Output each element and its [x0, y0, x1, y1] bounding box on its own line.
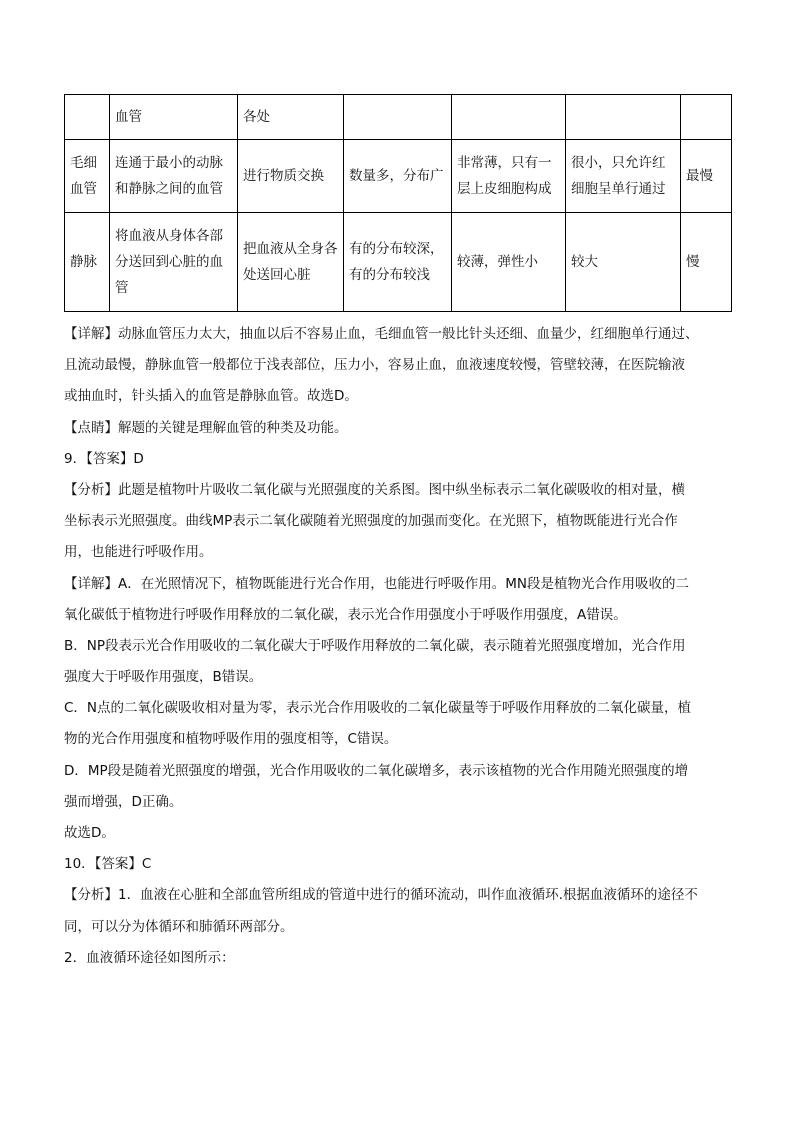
table-cell: 较大 — [566, 213, 681, 312]
text-line: 同，可以分为体循环和肺循环两部分。 — [64, 918, 294, 935]
text-line: 2．血液循环途径如图所示： — [64, 949, 235, 966]
table-cell: 将血液从身体各部分送回到心脏的血管 — [110, 213, 238, 312]
answer-explanation-text — [64, 319, 732, 974]
text-line: 且流动最慢，静脉血管一般都位于浅表部位，压力小，容易止血，血液速度较慢，管壁较薄，在医院输液 — [64, 357, 685, 374]
table-cell — [452, 95, 566, 140]
text-line: 【分析】1．血液在心脏和全部血管所组成的管道中进行的循环流动，叫作血液循环.根据血液循环的途径不 — [64, 887, 698, 904]
text-line: 强度大于呼吸作用强度，B错误。 — [64, 669, 263, 686]
table-cell — [681, 95, 732, 140]
table-cell: 慢 — [681, 213, 732, 312]
table-row — [65, 213, 732, 312]
table-cell: 把血液从全身各处送回心脏 — [238, 213, 344, 312]
text-line: 用，也能进行呼吸作用。 — [64, 544, 213, 561]
table-cell: 非常薄，只有一层上皮细胞构成 — [452, 140, 566, 213]
text-line: 【分析】此题是植物叶片吸收二氧化碳与光照强度的关系图。图中纵坐标表示二氧化碳吸收的相对量，横 — [64, 481, 685, 498]
table-cell: 最慢 — [681, 140, 732, 213]
text-line: 9．【答案】D — [64, 450, 144, 467]
text-line: B．NP段表示光合作用吸收的二氧化碳大于呼吸作用释放的二氧化碳，表示随着光照强度增加，光合作用 — [64, 637, 686, 654]
text-line: C．N点的二氧化碳吸收相对量为零，表示光合作用吸收的二氧化碳量等于呼吸作用释放的二氧化碳量，植 — [64, 700, 692, 717]
table-cell: 数量多，分布广 — [344, 140, 452, 213]
table-cell — [344, 95, 452, 140]
table-row — [65, 140, 732, 213]
table-cell: 静脉 — [65, 213, 110, 312]
table-cell — [566, 95, 681, 140]
text-line: 或抽血时，针头插入的血管是静脉血管。故选D。 — [64, 388, 358, 405]
text-line: 【点睛】解题的关键是理解血管的种类及功能。 — [64, 419, 348, 436]
table-cell: 毛细血管 — [65, 140, 110, 213]
table-cell: 较薄，弹性小 — [452, 213, 566, 312]
text-line: 坐标表示光照强度。曲线MP表示二氧化碳随着光照强度的加强而变化。在光照下，植物既能进行光合作 — [64, 513, 678, 530]
table-cell: 进行物质交换 — [238, 140, 344, 213]
table-row — [65, 95, 732, 140]
table-cell: 很小，只允许红细胞呈单行通过 — [566, 140, 681, 213]
text-line: D．MP段是随着光照强度的增强，光合作用吸收的二氧化碳增多，表示该植物的光合作用随光照强度的增 — [64, 762, 689, 779]
blood-vessel-table — [64, 94, 732, 312]
text-line: 【详解】动脉血管压力太大，抽血以后不容易止血，毛细血管一般比针头还细、血量少，红细胞单行通过、 — [64, 326, 699, 342]
text-line: 物的光合作用强度和植物呼吸作用的强度相等，C错误。 — [64, 731, 398, 748]
table-cell: 血管 — [110, 95, 238, 140]
text-line: 强而增强，D正确。 — [64, 793, 183, 810]
table-cell — [65, 95, 110, 140]
table-cell: 有的分布较深，有的分布较浅 — [344, 213, 452, 312]
text-line: 10．【答案】C — [64, 856, 152, 873]
table-cell: 各处 — [238, 95, 344, 140]
text-line: 故选D。 — [64, 825, 115, 841]
text-line: 【详解】A．在光照情况下，植物既能进行光合作用，也能进行呼吸作用。MN段是植物光合作用吸收的二 — [64, 575, 689, 592]
text-line: 氧化碳低于植物进行呼吸作用释放的二氧化碳，表示光合作用强度小于呼吸作用强度，A错误。 — [64, 606, 627, 623]
table-cell: 连通于最小的动脉和静脉之间的血管 — [110, 140, 238, 213]
